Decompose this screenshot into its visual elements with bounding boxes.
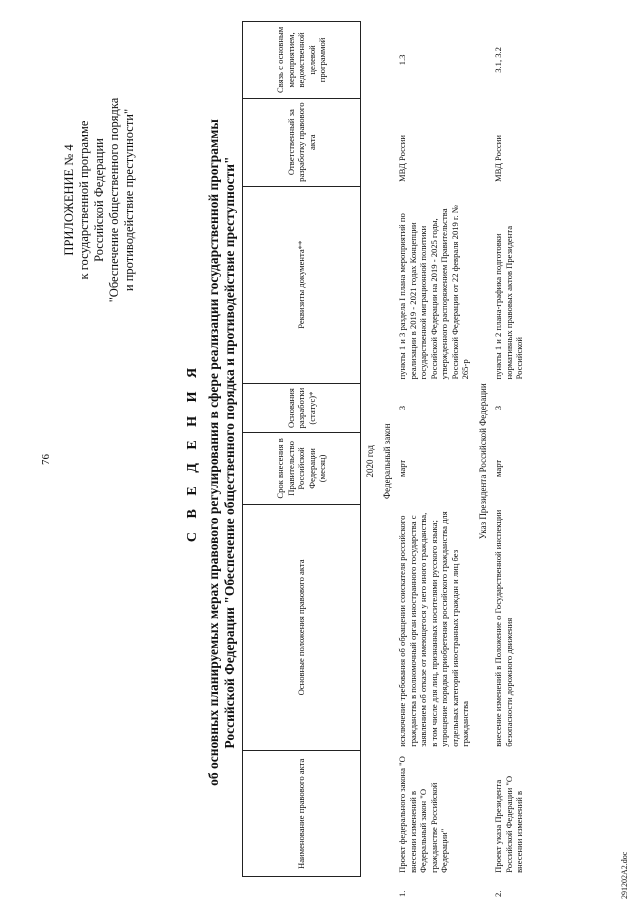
header-provisions: Основные положения правового акта [243, 504, 361, 751]
measures-table [242, 21, 528, 901]
document-subtitle-line1: об основных планируемых мерах правового регулирования в сфере реализации государственной программы [206, 119, 221, 786]
act-name: Проект указа Президента Российской Федерации "О внесении изменений в [493, 775, 524, 873]
section-heading: Федеральный закон [381, 423, 392, 499]
file-code: 291202A2.doc [620, 851, 629, 899]
header-responsible: Ответственный за разработку правового акта [243, 98, 361, 186]
appendix-line: Российской Федерации [92, 138, 106, 262]
appendix-title: ПРИЛОЖЕНИЕ № 4 [62, 144, 76, 256]
act-deadline: март [397, 459, 407, 477]
header-act-name: Наименование правового акта [243, 751, 361, 877]
header-details: Реквизиты документа** [243, 186, 361, 383]
act-responsible: МВД России [493, 135, 503, 183]
act-provisions: исключение требования об обращении соискателя российского гражданства в полномочный орган иностранного государства с заявлением об отказе от имеющегося у него иного гражданства, в том числе для лиц, признанных носителями русского языка; упрощение порядка приобретения российского гражданства для отдельных категорий иностранных граждан и лиц без гражданства [397, 511, 470, 747]
act-basis: 3 [397, 405, 407, 411]
table-row [490, 22, 528, 902]
section-heading: Указ Президента Российской Федерации [477, 383, 488, 540]
appendix-line: "Обеспечение общественного порядка [107, 97, 121, 303]
header-deadline: Срок внесения в Правительство Российской Федерации (месяц) [243, 433, 361, 504]
document-title: С В Е Д Е Н И Я [185, 362, 200, 543]
appendix-line: к государственной программе [77, 120, 91, 280]
page-number: 76 [40, 454, 52, 465]
header-link: Связь с основным мероприятием, ведомственной целевой программой [243, 22, 361, 99]
act-details: пункты 1 и 3 раздела I плана мероприятий по реализации в 2019 - 2021 годах Концепции государственной миграционной политики Российской Федерации на 2019 - 2025 годы, утвержденного распоряжением Правительства Российской Федерации от 22 февраля 2019 г. № 265-р [397, 204, 470, 380]
table-row [394, 22, 474, 902]
act-basis: 3 [493, 405, 503, 411]
act-provisions: внесение изменений в Положение о Государственной инспекции безопасности дорожного движения [493, 509, 514, 747]
appendix-line: и противодействие преступности" [122, 108, 136, 292]
act-details: пункты 1 и 2 плана-графика подготовки нормативных правовых актов Президента Российской [493, 225, 524, 380]
row-number: 2. [493, 890, 503, 897]
document-subtitle-line2: Российской Федерации "Обеспечение общественного порядка и противодействие преступности" [222, 156, 237, 749]
act-link: 3.1, 3.2 [493, 47, 503, 73]
appendix-block [62, 55, 137, 345]
act-deadline: март [493, 459, 503, 477]
act-name: Проект федерального закона "О внесении изменений в Федеральный закон "О гражданстве Российской Федерации" [397, 756, 449, 873]
header-basis: Основания разработки (статус)* [243, 383, 361, 432]
act-responsible: МВД России [397, 135, 407, 183]
row-number: 1. [397, 890, 407, 897]
year-heading: 2020 год [365, 444, 375, 478]
act-link: 1.3 [397, 54, 407, 66]
